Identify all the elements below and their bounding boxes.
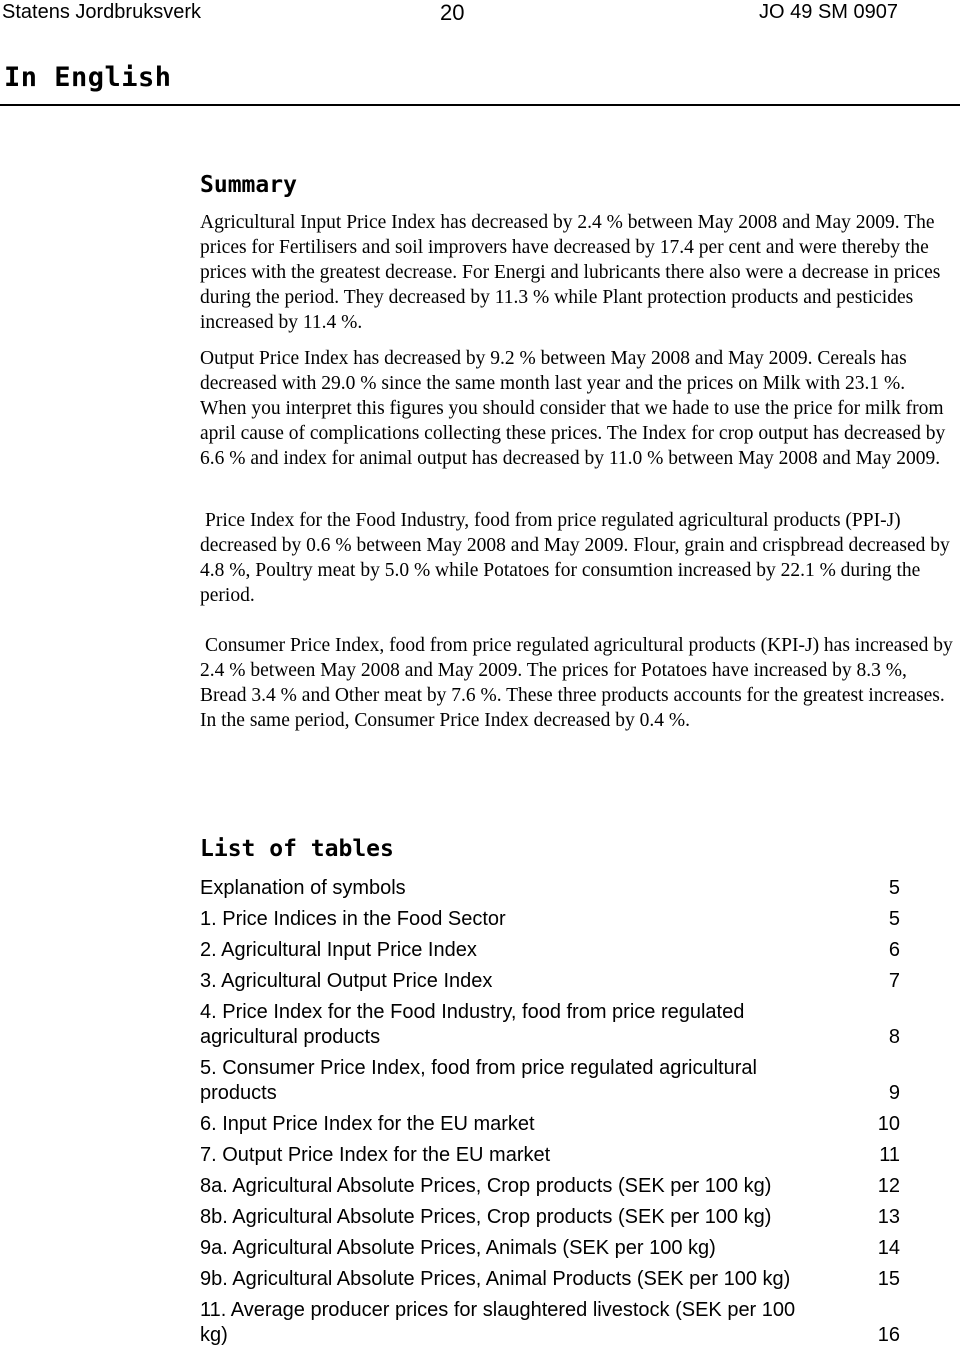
toc-entry-title: 6. Input Price Index for the EU market bbox=[200, 1113, 535, 1135]
tables-heading: List of tables bbox=[200, 836, 394, 862]
toc-entry-page: 13 bbox=[877, 1206, 900, 1228]
toc-entry bbox=[200, 1112, 900, 1137]
toc-entry-page: 6 bbox=[888, 939, 900, 961]
toc-entry-title: 5. Consumer Price Index, food from price regulated agricultural products bbox=[200, 1057, 757, 1104]
toc-entry-page: 15 bbox=[877, 1268, 900, 1290]
toc-entry-page: 7 bbox=[888, 970, 900, 992]
toc-entry bbox=[200, 1056, 900, 1106]
toc-entry bbox=[200, 1298, 900, 1348]
summary-paragraph-2: Output Price Index has decreased by 9.2 % between May 2008 and May 2009. Cereals has decreased with 29.0 % since the same month last year and the prices on Milk with 23.1 %. When you interpret this figures you should consider that we hade to use the price for milk from april cause of complications collecting these prices. The Index for crop output has decreased by 6.6 % and index for animal output has decreased by 11.0 % between May 2008 and May 2009. bbox=[200, 348, 946, 469]
page-title: In English bbox=[4, 62, 172, 93]
toc-entry bbox=[200, 1236, 900, 1261]
toc-entry-page: 9 bbox=[888, 1082, 900, 1104]
toc-entry bbox=[200, 938, 900, 963]
document-id: JO 49 SM 0907 bbox=[759, 1, 898, 23]
toc-entry bbox=[200, 876, 900, 901]
summary-paragraph-1: Agricultural Input Price Index has decreased by 2.4 % between May 2008 and May 2009. The prices for Fertilisers and soil improvers have decreased by 17.4 per cent and were thereby the prices with the greatest decrease. For Energi and lubricants there also were a decrease in prices during the period. They decreased by 11.3 % while Plant protection products and pesticides increased by 11.4 %. bbox=[200, 212, 941, 333]
title-rule bbox=[0, 104, 960, 106]
summary-paragraph-4: Consumer Price Index, food from price regulated agricultural products (KPI-J) has increased by 2.4 % between May 2008 and May 2009. The prices for Potatoes have increased by 8.3 %, Bread 3.4 % and Other meat by 7.6 %. These three products accounts for the greatest increases. In the same period, Consumer Price Index decreased by 0.4 %. bbox=[200, 635, 953, 731]
toc-entry bbox=[200, 1143, 900, 1168]
table-of-contents bbox=[200, 876, 900, 1348]
toc-entry-page: 5 bbox=[888, 908, 900, 930]
toc-entry-title: 8b. Agricultural Absolute Prices, Crop products (SEK per 100 kg) bbox=[200, 1206, 772, 1228]
summary-paragraph-3: Price Index for the Food Industry, food from price regulated agricultural products (PPI-J) decreased by 0.6 % between May 2008 and May 2009. Flour, grain and crispbread decreased by 4.8 %, Poultry meat by 5.0 % while Potatoes for consumtion increased by 22.1 % during the period. bbox=[200, 510, 950, 606]
summary-heading: Summary bbox=[200, 172, 297, 198]
toc-entry-title: 7. Output Price Index for the EU market bbox=[200, 1144, 551, 1166]
toc-entry-title: 4. Price Index for the Food Industry, food from price regulated agricultural products bbox=[200, 1001, 745, 1048]
toc-entry-title: 8a. Agricultural Absolute Prices, Crop products (SEK per 100 kg) bbox=[200, 1175, 772, 1197]
toc-entry bbox=[200, 969, 900, 994]
toc-entry-title: 1. Price Indices in the Food Sector bbox=[200, 908, 506, 930]
toc-entry bbox=[200, 1174, 900, 1199]
toc-entry-page: 8 bbox=[888, 1026, 900, 1048]
toc-entry-title: 3. Agricultural Output Price Index bbox=[200, 970, 493, 992]
toc-entry-page: 5 bbox=[888, 877, 900, 899]
toc-entry-page: 16 bbox=[877, 1324, 900, 1346]
toc-entry bbox=[200, 1267, 900, 1292]
toc-entry-title: 2. Agricultural Input Price Index bbox=[200, 939, 477, 961]
toc-entry-page: 10 bbox=[877, 1113, 900, 1135]
page-header bbox=[0, 0, 960, 28]
toc-entry-title: 9a. Agricultural Absolute Prices, Animals (SEK per 100 kg) bbox=[200, 1237, 716, 1259]
page-number: 20 bbox=[440, 0, 465, 25]
toc-entry-title: 11. Average producer prices for slaughtered livestock (SEK per 100 kg) bbox=[200, 1299, 796, 1346]
toc-entry bbox=[200, 1205, 900, 1230]
toc-entry-title: 9b. Agricultural Absolute Prices, Animal Products (SEK per 100 kg) bbox=[200, 1268, 791, 1290]
header-organization: Statens Jordbruksverk bbox=[2, 1, 201, 23]
toc-entry bbox=[200, 907, 900, 932]
toc-entry-page: 14 bbox=[877, 1237, 900, 1259]
toc-entry-page: 12 bbox=[877, 1175, 900, 1197]
toc-entry-page: 11 bbox=[879, 1144, 900, 1166]
toc-entry bbox=[200, 1000, 900, 1050]
toc-entry-title: Explanation of symbols bbox=[200, 877, 406, 899]
